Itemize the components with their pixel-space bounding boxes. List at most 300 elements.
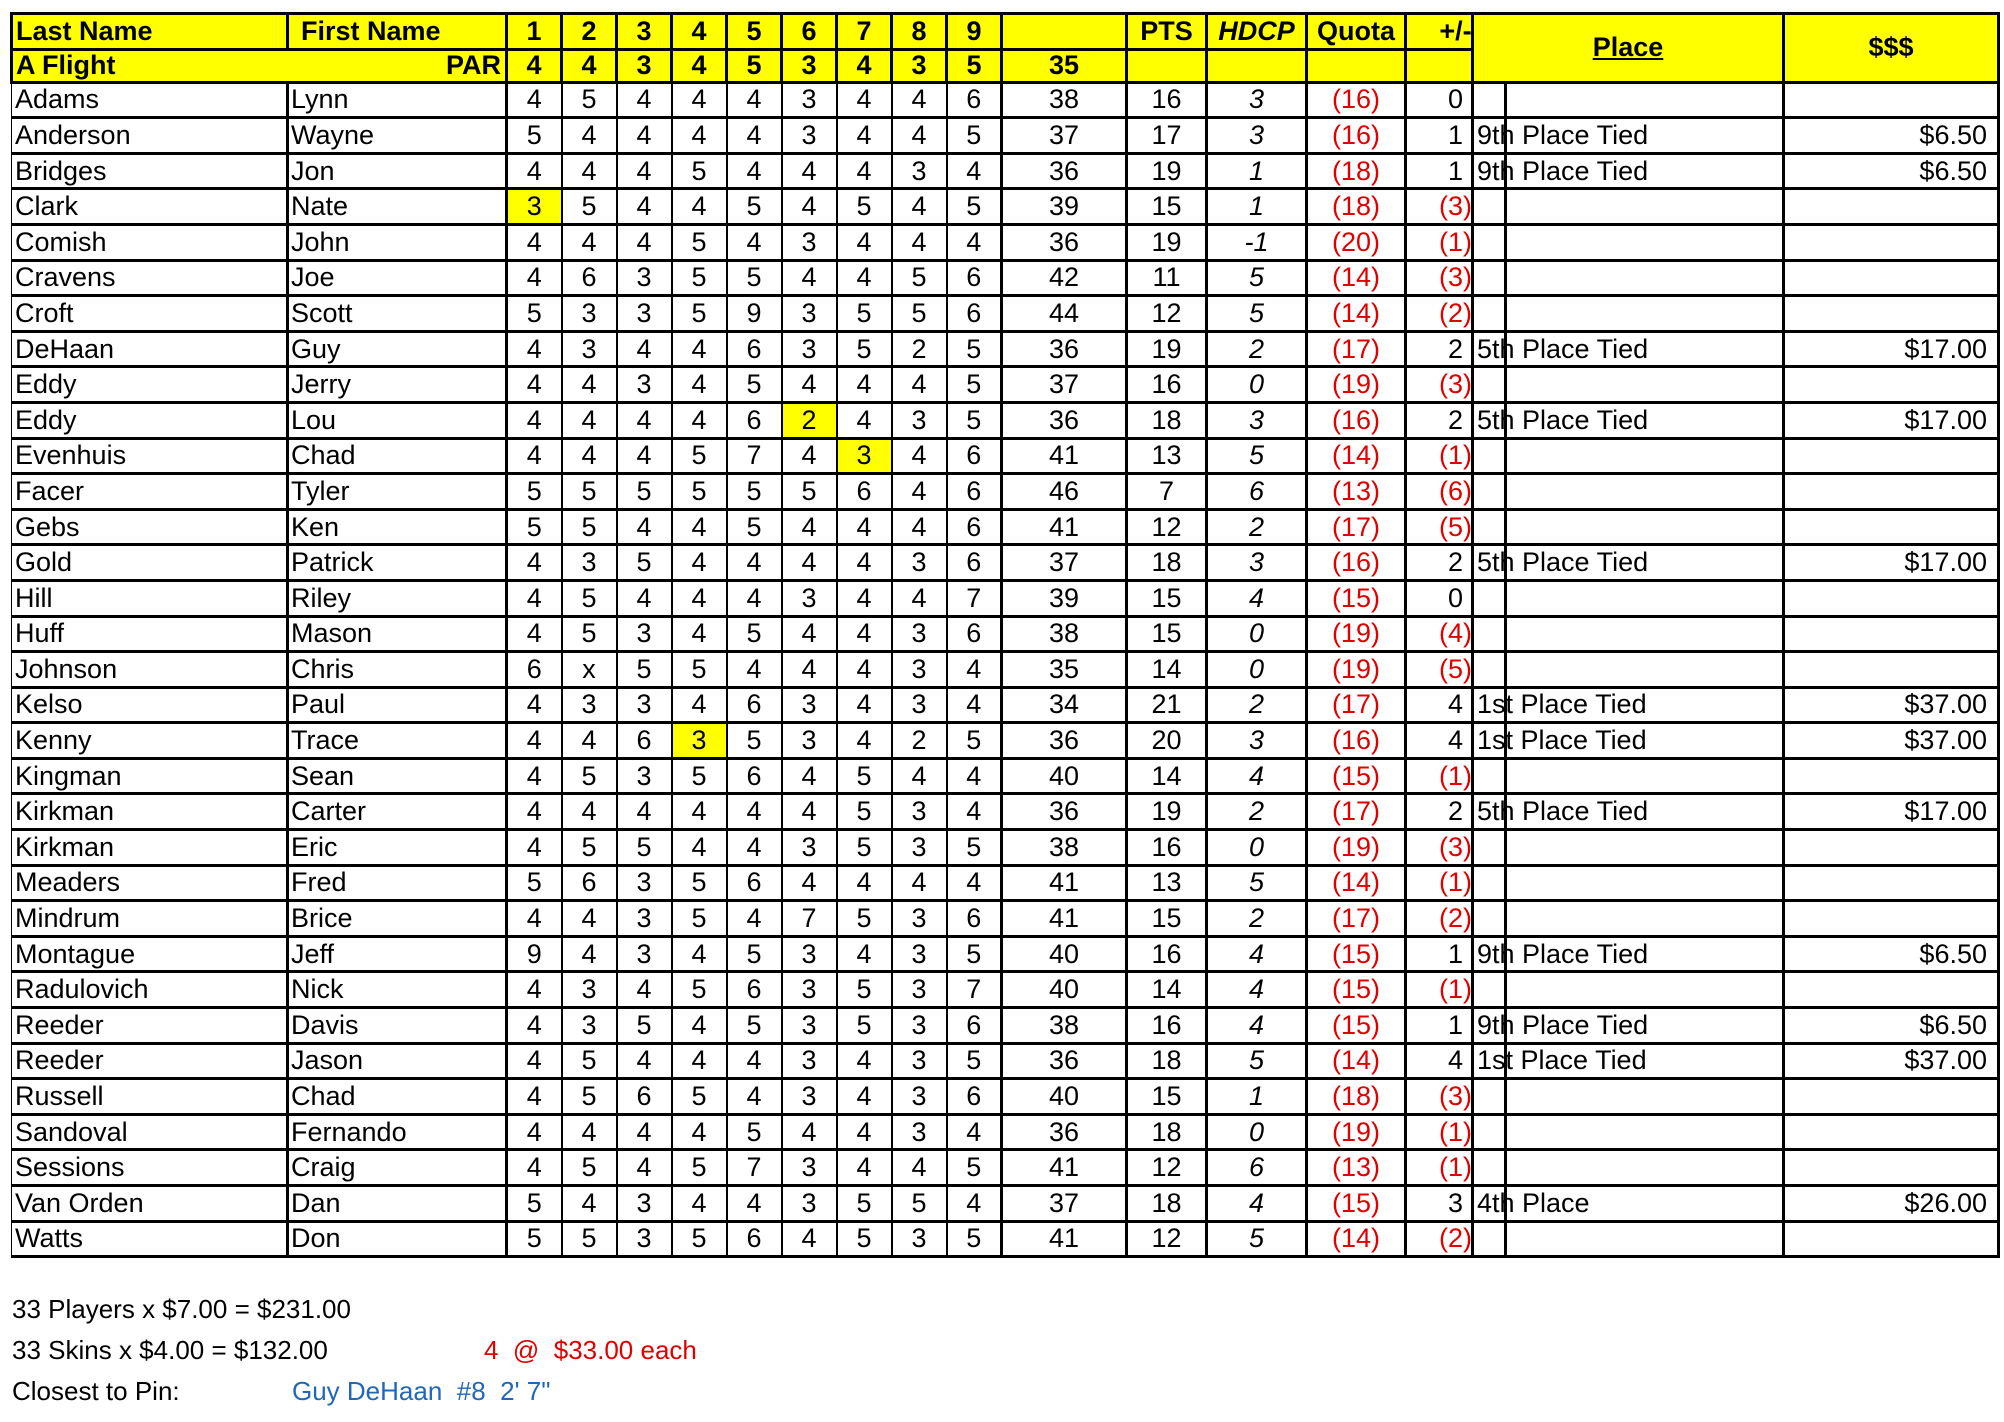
hole-score: 5 [672,224,727,260]
player-total: 36 [1002,331,1127,367]
hole-score: 3 [782,296,837,332]
player-hdcp: 2 [1207,331,1307,367]
payout-row [1473,545,1999,581]
payout-row [1473,936,1999,972]
header-first-name: First Name [288,14,507,50]
hole-score: 3 [507,189,562,225]
player-plus-minus: 1 [1406,153,1506,189]
player-last-name: Gebs [12,509,288,545]
payout-amount [1784,260,1999,296]
player-total: 39 [1002,580,1127,616]
hole-score: 3 [562,1008,617,1044]
player-last-name: Anderson [12,118,288,154]
hole-score: 5 [947,830,1002,866]
hole-score: 5 [947,1150,1002,1186]
hole-score: 4 [617,224,672,260]
hole-score: 5 [672,972,727,1008]
player-plus-minus: 0 [1406,580,1506,616]
hole-score: 3 [782,936,837,972]
player-quota: (16) [1307,82,1406,118]
hole-score: 4 [837,1043,892,1079]
player-last-name: DeHaan [12,331,288,367]
player-total: 38 [1002,82,1127,118]
hole-score: 3 [782,723,837,759]
skins-total-line: 33 Skins x $4.00 = $132.00 [12,1335,328,1365]
player-last-name: Croft [12,296,288,332]
hole-score: 4 [562,153,617,189]
player-plus-minus: 0 [1406,82,1506,118]
player-plus-minus: (6) [1406,474,1506,510]
player-plus-minus: (3) [1406,260,1506,296]
hole-score: 5 [837,1008,892,1044]
player-quota: (15) [1307,1186,1406,1222]
hole-score: 5 [947,189,1002,225]
par-hole-3: 3 [617,49,672,82]
hole-score: 3 [617,367,672,403]
player-quota: (16) [1307,545,1406,581]
payout-amount: $17.00 [1784,794,1999,830]
par-empty-pts [1127,49,1207,82]
payout-amount [1784,830,1999,866]
table-row [12,1186,1506,1222]
player-total: 39 [1002,189,1127,225]
player-quota: (16) [1307,118,1406,154]
player-pts: 12 [1127,509,1207,545]
player-last-name: Cravens [12,260,288,296]
hole-score: 4 [672,687,727,723]
payout-amount: $37.00 [1784,687,1999,723]
payout-row [1473,438,1999,474]
hole-score: 5 [562,580,617,616]
hole-score: 3 [782,972,837,1008]
hole-score: 5 [947,118,1002,154]
hole-score: 3 [617,1186,672,1222]
player-pts: 18 [1127,402,1207,438]
hole-score: 3 [892,1221,947,1257]
hole-score: 4 [507,260,562,296]
hole-score: 3 [617,901,672,937]
player-plus-minus: (1) [1406,1114,1506,1150]
table-row [12,580,1506,616]
hole-score: 7 [727,1150,782,1186]
hole-score: 3 [562,687,617,723]
hole-score: 4 [947,1114,1002,1150]
payout-row [1473,474,1999,510]
payout-row [1473,189,1999,225]
player-quota: (15) [1307,1008,1406,1044]
hole-score: 3 [562,545,617,581]
player-first-name: Chad [288,1079,507,1115]
player-hdcp: 2 [1207,901,1307,937]
par-row [12,49,1506,82]
hole-score: 4 [892,509,947,545]
hole-score: 4 [672,1043,727,1079]
player-last-name: Johnson [12,652,288,688]
payout-place [1473,367,1784,403]
hole-score: 4 [617,153,672,189]
hole-score: 4 [947,794,1002,830]
hole-score: 3 [617,687,672,723]
payout-row [1473,723,1999,759]
payout-header-place: Place [1473,14,1784,83]
payout-amount [1784,438,1999,474]
player-total: 34 [1002,687,1127,723]
hole-score: 4 [892,189,947,225]
payout-place [1473,758,1784,794]
hole-score: 4 [672,331,727,367]
hole-score: 4 [947,865,1002,901]
table-row [12,616,1506,652]
hole-score: 4 [507,153,562,189]
hole-score: 5 [837,296,892,332]
hole-score: 5 [837,972,892,1008]
hole-score: 6 [947,260,1002,296]
header-hole-9: 9 [947,14,1002,50]
hole-score: 5 [727,474,782,510]
hole-score: 4 [562,1186,617,1222]
header-quota: Quota [1307,14,1406,50]
hole-score: 4 [837,865,892,901]
hole-score: 5 [947,1221,1002,1257]
player-quota: (14) [1307,260,1406,296]
table-row [12,830,1506,866]
player-first-name: Fernando [288,1114,507,1150]
hole-score: 4 [727,652,782,688]
hole-score: 5 [562,509,617,545]
skins-each-line: 4 @ $33.00 each [484,1335,697,1365]
hole-score: 3 [892,153,947,189]
player-pts: 15 [1127,616,1207,652]
hole-score: 4 [837,153,892,189]
hole-score: 4 [727,224,782,260]
player-hdcp: 5 [1207,865,1307,901]
hole-score: 4 [892,758,947,794]
player-quota: (17) [1307,794,1406,830]
par-empty-quota [1307,49,1406,82]
hole-score: 3 [617,260,672,296]
hole-score: 4 [562,438,617,474]
hole-score: 4 [837,1114,892,1150]
hole-score: 2 [782,402,837,438]
hole-score: 4 [507,758,562,794]
hole-score: 4 [562,723,617,759]
payout-row [1473,82,1999,118]
header-total [1002,14,1127,50]
player-pts: 18 [1127,1043,1207,1079]
player-pts: 12 [1127,1150,1207,1186]
hole-score: 4 [947,1186,1002,1222]
player-pts: 13 [1127,865,1207,901]
par-hole-8: 3 [892,49,947,82]
payout-place [1473,1079,1784,1115]
par-hole-7: 4 [837,49,892,82]
player-last-name: Kelso [12,687,288,723]
player-first-name: Brice [288,901,507,937]
hole-score: 5 [562,1150,617,1186]
payout-amount: $17.00 [1784,331,1999,367]
hole-score: 5 [727,936,782,972]
player-last-name: Adams [12,82,288,118]
player-pts: 7 [1127,474,1207,510]
header-hole-5: 5 [727,14,782,50]
player-hdcp: 5 [1207,438,1307,474]
player-pts: 19 [1127,153,1207,189]
table-row [12,1150,1506,1186]
payout-row [1473,1008,1999,1044]
player-hdcp: 0 [1207,1114,1307,1150]
hole-score: 4 [562,224,617,260]
hole-score: 6 [617,723,672,759]
player-last-name: Huff [12,616,288,652]
hole-score: 4 [562,901,617,937]
player-pts: 19 [1127,794,1207,830]
hole-score: 6 [617,1079,672,1115]
payout-row [1473,331,1999,367]
payout-amount [1784,82,1999,118]
player-plus-minus: 1 [1406,1008,1506,1044]
hole-score: 3 [562,296,617,332]
hole-score: 4 [892,1150,947,1186]
hole-score: 4 [727,118,782,154]
player-first-name: Sean [288,758,507,794]
hole-score: 3 [617,296,672,332]
hole-score: 3 [672,723,727,759]
hole-score: 4 [947,153,1002,189]
hole-score: 4 [617,82,672,118]
hole-score: 5 [892,1186,947,1222]
hole-score: 3 [782,1150,837,1186]
payout-place [1473,652,1784,688]
payout-amount: $6.50 [1784,1008,1999,1044]
player-hdcp: 6 [1207,474,1307,510]
player-pts: 20 [1127,723,1207,759]
hole-score: 4 [672,118,727,154]
hole-score: 3 [562,972,617,1008]
hole-score: 4 [617,402,672,438]
hole-score: 5 [562,1221,617,1257]
hole-score: 4 [562,402,617,438]
par-hole-6: 3 [782,49,837,82]
header-hole-8: 8 [892,14,947,50]
player-quota: (16) [1307,402,1406,438]
hole-score: 4 [507,794,562,830]
player-pts: 21 [1127,687,1207,723]
table-row [12,652,1506,688]
payout-place: 9th Place Tied [1473,153,1784,189]
hole-score: 4 [507,82,562,118]
player-total: 37 [1002,1186,1127,1222]
player-plus-minus: (3) [1406,367,1506,403]
player-quota: (15) [1307,580,1406,616]
player-plus-minus: (4) [1406,616,1506,652]
player-total: 36 [1002,1043,1127,1079]
player-total: 37 [1002,545,1127,581]
payout-amount [1784,652,1999,688]
player-first-name: Riley [288,580,507,616]
player-total: 36 [1002,402,1127,438]
payout-row [1473,402,1999,438]
hole-score: 3 [782,687,837,723]
player-total: 38 [1002,830,1127,866]
table-row [12,402,1506,438]
hole-score: 6 [727,972,782,1008]
hole-score: 4 [837,402,892,438]
par-hole-9: 5 [947,49,1002,82]
hole-score: 7 [947,580,1002,616]
player-hdcp: 5 [1207,296,1307,332]
table-row [12,1079,1506,1115]
hole-score: 3 [892,1079,947,1115]
hole-score: 5 [562,82,617,118]
hole-score: 4 [782,545,837,581]
table-row [12,224,1506,260]
hole-score: 4 [782,616,837,652]
payout-row [1473,1186,1999,1222]
par-hole-5: 5 [727,49,782,82]
payout-row [1473,758,1999,794]
player-first-name: Ken [288,509,507,545]
payout-place [1473,189,1784,225]
player-plus-minus: 4 [1406,687,1506,723]
player-hdcp: 0 [1207,367,1307,403]
player-hdcp: 3 [1207,402,1307,438]
payout-row [1473,1221,1999,1257]
payout-amount: $26.00 [1784,1186,1999,1222]
player-pts: 19 [1127,224,1207,260]
player-last-name: Kirkman [12,830,288,866]
hole-score: 5 [892,260,947,296]
hole-score: 4 [507,616,562,652]
hole-score: 4 [507,1150,562,1186]
hole-score: 5 [837,794,892,830]
hole-score: 5 [617,1008,672,1044]
player-hdcp: 2 [1207,509,1307,545]
payout-row [1473,830,1999,866]
player-quota: (20) [1307,224,1406,260]
payout-amount: $6.50 [1784,936,1999,972]
payout-amount [1784,1221,1999,1257]
hole-score: 4 [837,687,892,723]
payout-amount [1784,1079,1999,1115]
hole-score: 4 [672,82,727,118]
hole-score: 5 [672,153,727,189]
hole-score: 5 [617,830,672,866]
player-plus-minus: (2) [1406,296,1506,332]
payout-row [1473,972,1999,1008]
player-first-name: Scott [288,296,507,332]
payout-place: 5th Place Tied [1473,402,1784,438]
player-last-name: Comish [12,224,288,260]
hole-score: 3 [892,901,947,937]
player-last-name: Meaders [12,865,288,901]
payout-amount [1784,474,1999,510]
table-row [12,687,1506,723]
payout-place [1473,1221,1784,1257]
hole-score: 4 [672,830,727,866]
payout-place [1473,1114,1784,1150]
player-hdcp: 4 [1207,580,1307,616]
player-quota: (15) [1307,972,1406,1008]
player-pts: 16 [1127,82,1207,118]
hole-score: 5 [837,758,892,794]
player-hdcp: 4 [1207,1186,1307,1222]
player-plus-minus: 4 [1406,1043,1506,1079]
table-row [12,723,1506,759]
payout-place: 9th Place Tied [1473,1008,1784,1044]
hole-score: 4 [672,367,727,403]
hole-score: 4 [727,153,782,189]
hole-score: 4 [672,616,727,652]
player-total: 37 [1002,118,1127,154]
player-quota: (13) [1307,474,1406,510]
hole-score: 2 [892,723,947,759]
hole-score: 6 [947,545,1002,581]
hole-score: 5 [727,723,782,759]
hole-score: 5 [727,367,782,403]
hole-score: 5 [617,474,672,510]
player-quota: (14) [1307,296,1406,332]
payout-place [1473,865,1784,901]
table-row [12,189,1506,225]
player-last-name: Montague [12,936,288,972]
hole-score: 3 [892,972,947,1008]
hole-score: 4 [507,1114,562,1150]
hole-score: 4 [782,652,837,688]
player-plus-minus: (1) [1406,438,1506,474]
hole-score: 6 [947,509,1002,545]
player-last-name: Bridges [12,153,288,189]
flight-name: A Flight [12,49,288,82]
player-pts: 13 [1127,438,1207,474]
table-row [12,153,1506,189]
hole-score: 5 [727,509,782,545]
par-empty-hdcp [1207,49,1307,82]
payout-amount [1784,189,1999,225]
player-quota: (16) [1307,723,1406,759]
hole-score: 4 [782,153,837,189]
hole-score: 5 [562,758,617,794]
hole-score: 5 [672,865,727,901]
hole-score: 6 [727,865,782,901]
payout-row [1473,367,1999,403]
hole-score: 4 [617,794,672,830]
hole-score: 4 [782,1221,837,1257]
player-last-name: Reeder [12,1008,288,1044]
hole-score: 6 [837,474,892,510]
player-total: 41 [1002,865,1127,901]
player-quota: (18) [1307,153,1406,189]
player-pts: 15 [1127,901,1207,937]
hole-score: 4 [507,1079,562,1115]
player-first-name: Jerry [288,367,507,403]
hole-score: 5 [947,402,1002,438]
player-last-name: Sandoval [12,1114,288,1150]
hole-score: 4 [617,1043,672,1079]
hole-score: 6 [507,652,562,688]
player-plus-minus: (3) [1406,1079,1506,1115]
hole-score: 3 [617,758,672,794]
payout-row [1473,616,1999,652]
payout-row [1473,580,1999,616]
hole-score: 4 [562,1114,617,1150]
hole-score: 4 [837,82,892,118]
hole-score: 4 [507,901,562,937]
hole-score: 5 [507,865,562,901]
payout-place: 5th Place Tied [1473,794,1784,830]
hole-score: 4 [507,1043,562,1079]
hole-score: 4 [727,1043,782,1079]
hole-score: 5 [617,652,672,688]
